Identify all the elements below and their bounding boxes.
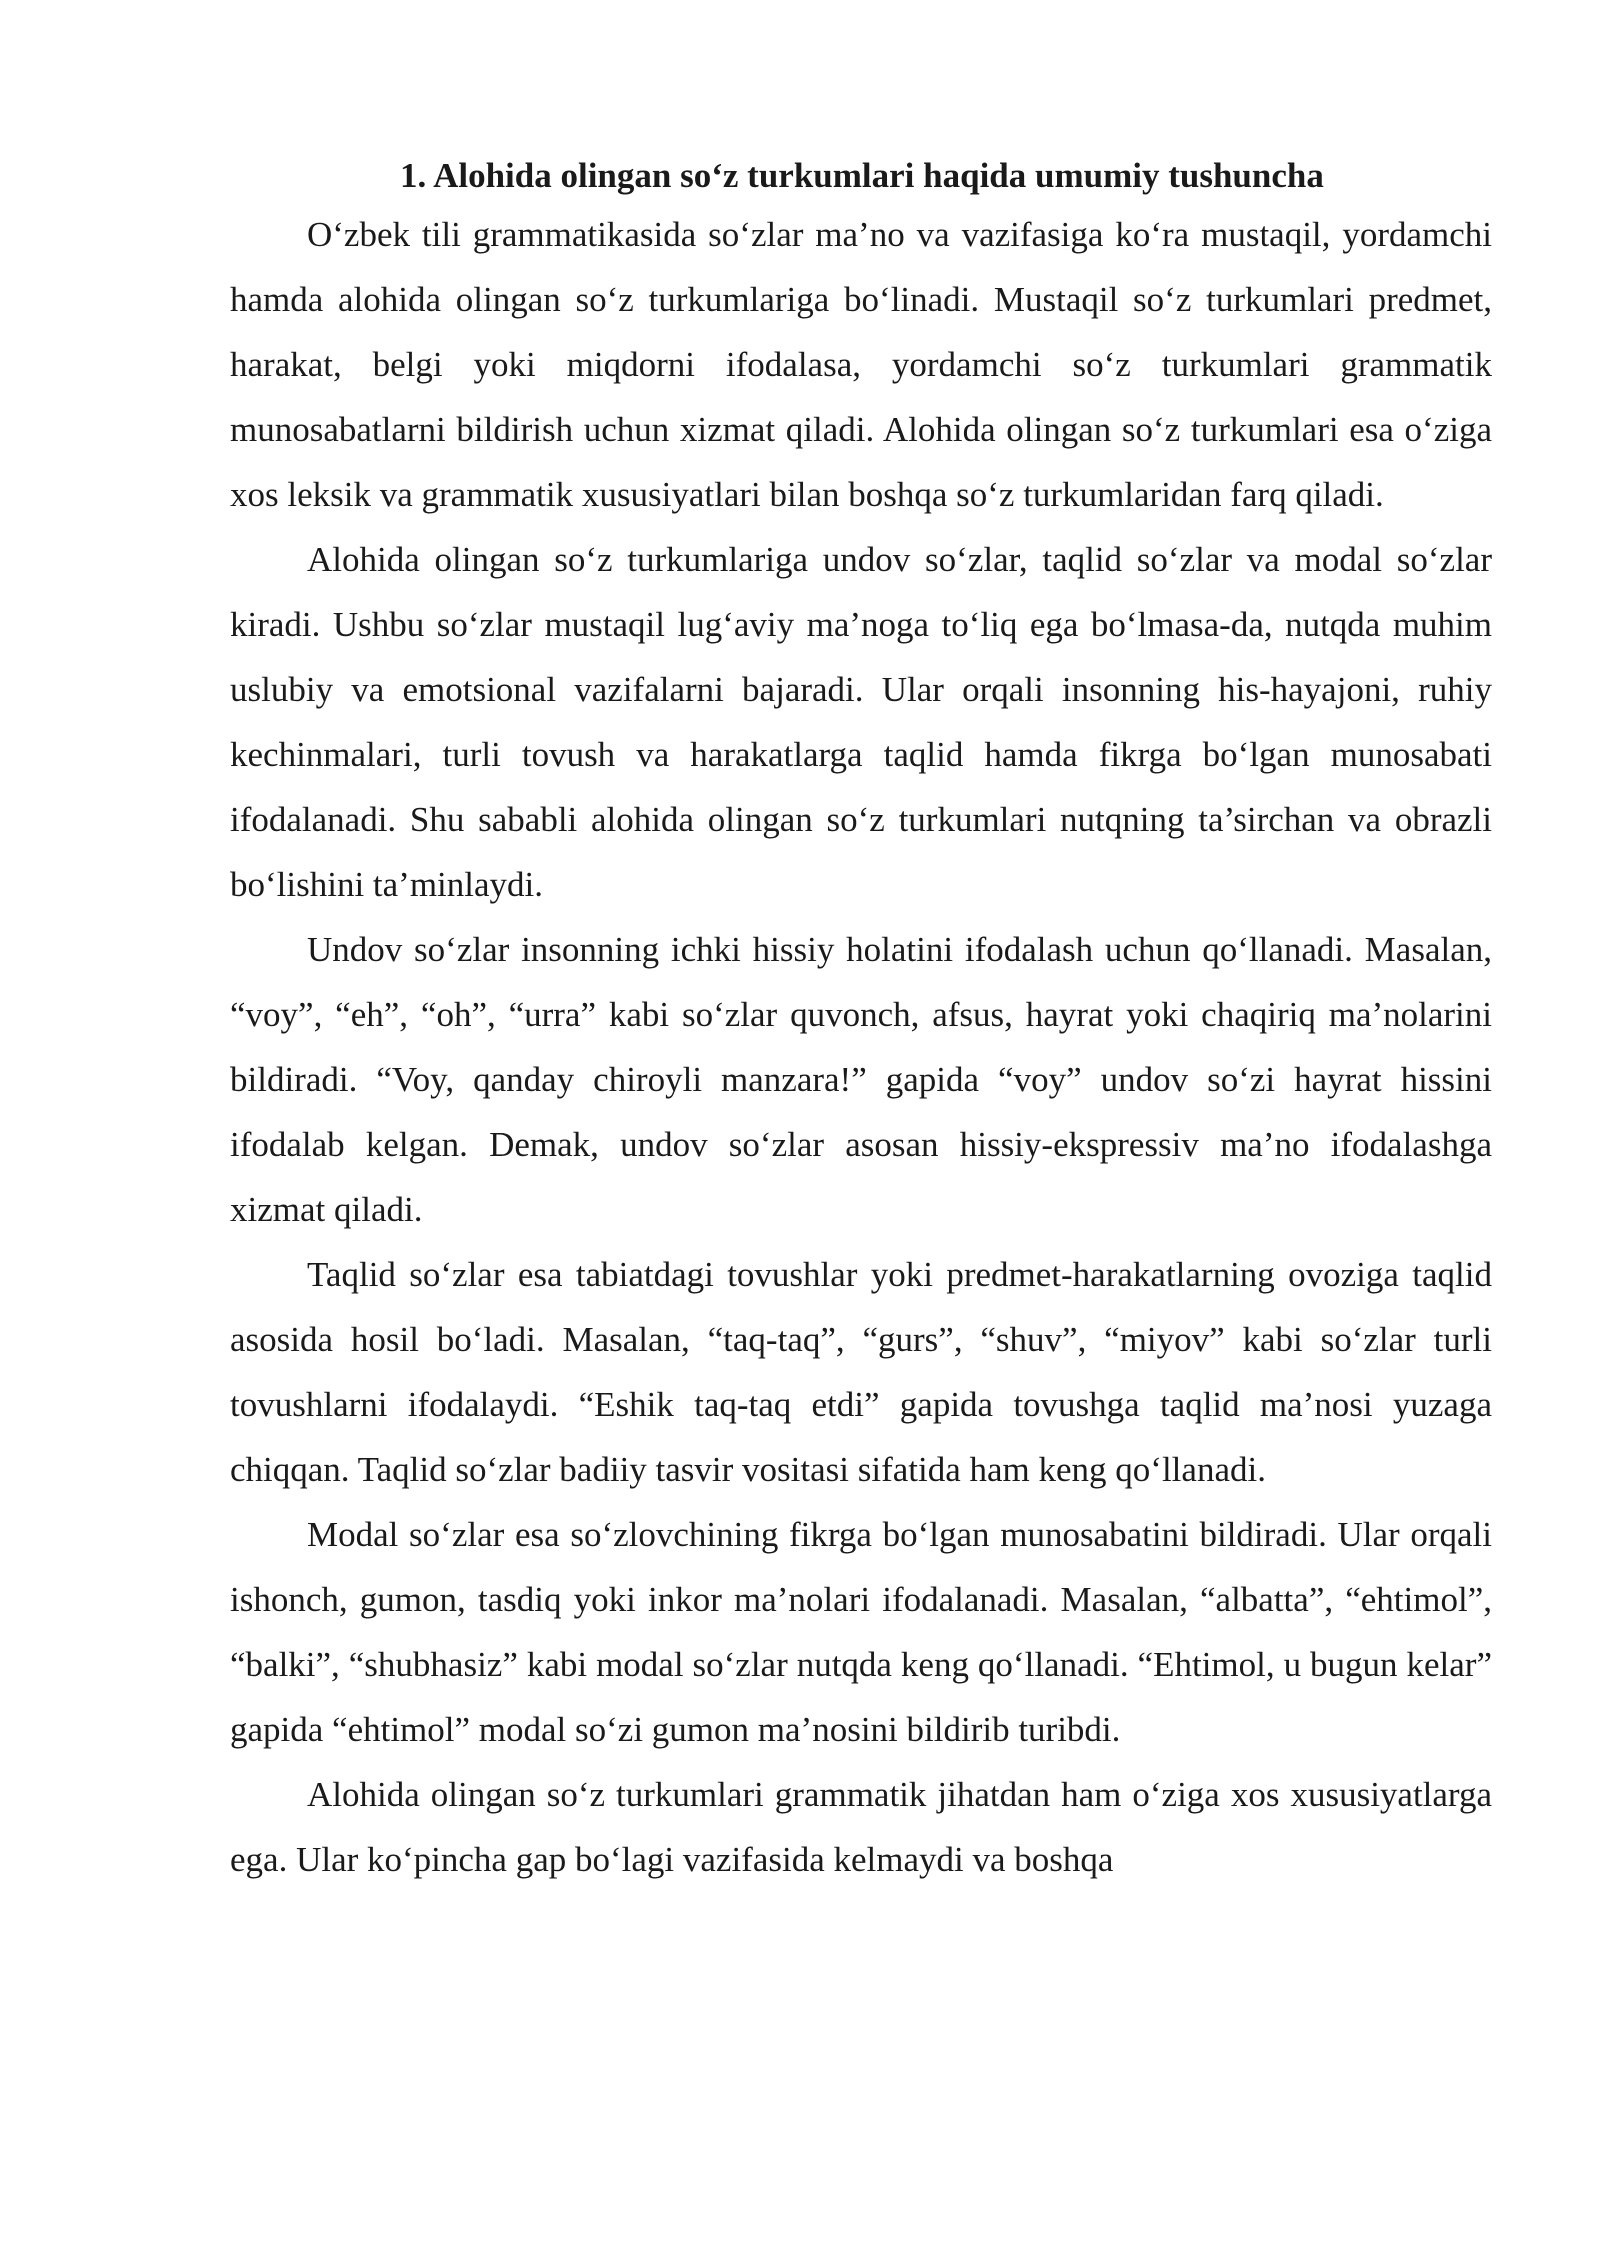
paragraph-3: Undov so‘zlar insonning ichki hissiy holatini ifodalash uchun qo‘llanadi. Masalan, “voy”, “eh”, “oh”, “urra” kabi so‘zlar quvonch, afsus, hayrat yoki chaqiriq ma’nolarini bildiradi. “Voy, qanday chiroyli manzara!” gapida “voy” undov so‘zi hayrat hissini ifodalab kelgan. Demak, undov so‘zlar asosan hissiy-ekspressiv ma’no ifodalashga xizmat qiladi. (230, 930, 1492, 1229)
paragraph-2: Alohida olingan so‘z turkumlariga undov so‘zlar, taqlid so‘zlar va modal so‘zlar kiradi. Ushbu so‘zlar mustaqil lug‘aviy ma’noga to‘liq ega bo‘lmasa-da, nutqda muhim uslubiy va emotsional vazifalarni bajaradi. Ular orqali insonning his-hayajoni, ruhiy kechinmalari, turli tovush va harakatlarga taqlid hamda fikrga bo‘lgan munosabati ifodalanadi. Shu sababli alohida olingan so‘z turkumlari nutqning ta’sirchan va obrazli bo‘lishini ta’minlaydi. (230, 540, 1492, 904)
paragraph-6: Alohida olingan so‘z turkumlari grammatik jihatdan ham o‘ziga xos xususiyatlarga ega. Ular ko‘pincha gap bo‘lagi vazifasida kelmaydi va boshqa (230, 1775, 1492, 1879)
paragraph-4: Taqlid so‘zlar esa tabiatdagi tovushlar yoki predmet-harakatlarning ovoziga taqlid asosida hosil bo‘ladi. Masalan, “taq-taq”, “gurs”, “shuv”, “miyov” kabi so‘zlar turli tovushlarni ifodalaydi. “Eshik taq-taq etdi” gapida tovushga taqlid ma’nosi yuzaga chiqqan. Taqlid so‘zlar badiiy tasvir vositasi sifatida ham keng qo‘llanadi. (230, 1255, 1492, 1489)
paragraph-1: O‘zbek tili grammatikasida so‘zlar ma’no va vazifasiga ko‘ra mustaqil, yordamchi hamda alohida olingan so‘z turkumlariga bo‘linadi. Mustaqil so‘z turkumlari predmet, harakat, belgi yoki miqdorni ifodalasa, yordamchi so‘z turkumlari grammatik munosabatlarni bildirish uchun xizmat qiladi. Alohida olingan so‘z turkumlari esa o‘ziga xos leksik va grammatik xususiyatlari bilan boshqa so‘z turkumlaridan farq qiladi. (230, 215, 1492, 514)
document-body (230, 150, 1492, 1892)
paragraph-5: Modal so‘zlar esa so‘zlovchining fikrga bo‘lgan munosabatini bildiradi. Ular orqali ishonch, gumon, tasdiq yoki inkor ma’nolari ifodalanadi. Masalan, “albatta”, “ehtimol”, “balki”, “shubhasiz” kabi modal so‘zlar nutqda keng qo‘llanadi. “Ehtimol, u bugun kelar” gapida “ehtimol” modal so‘zi gumon ma’nosini bildirib turibdi. (230, 1515, 1492, 1749)
section-heading: 1. Alohida olingan so‘z turkumlari haqida umumiy tushuncha (400, 156, 1324, 195)
